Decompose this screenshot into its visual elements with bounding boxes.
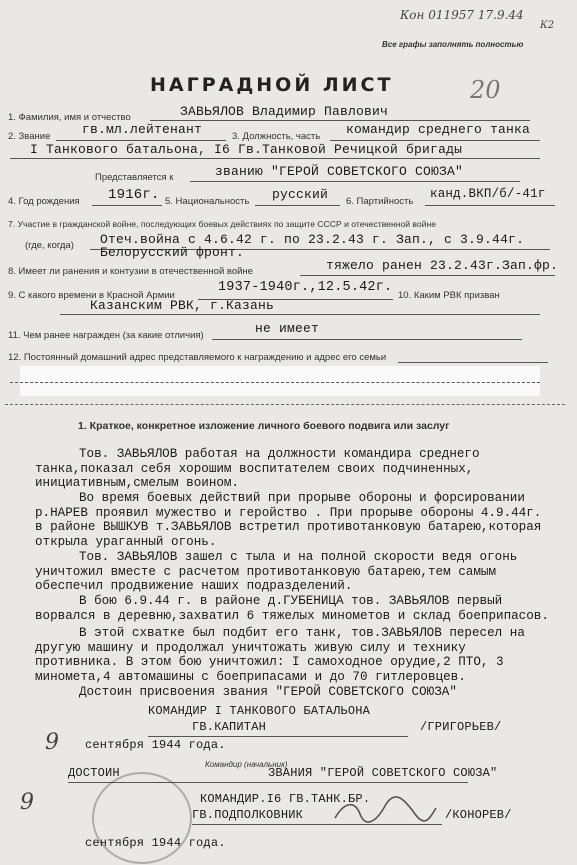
field-5-label: 5. Национальность (165, 196, 250, 207)
field-2-label: 2. Звание (8, 131, 51, 142)
narrative-paragraph-5 (35, 626, 555, 684)
divider (190, 181, 520, 182)
field-7-label-where: (где, когда) (25, 240, 74, 251)
field-6-value: канд.ВКП/б/-41г (430, 187, 546, 201)
signature-3-date: сентября 1944 года. (85, 836, 226, 850)
field-3-value-cont: I Танкового батальона, I6 Гв.Танковой Речицкой бригады (30, 142, 463, 157)
field-8-value: тяжело ранен 23.2.43г.Зап.фр. (326, 258, 559, 273)
divider (5, 404, 565, 405)
field-4-value: 1916г. (108, 187, 160, 203)
divider (330, 140, 540, 141)
narrative-text-5: В этой схватке был подбит его танк, тов.ЗАВЬЯЛОВ пересел на другую машину и продолжал уничтожать живую силу и технику противника. В этом бою уничтожил: I самоходное орудие,2 ПТО, 3 миномета,4 автомашины с боеприпасами и до 70 гитлеровцев. (35, 626, 525, 684)
field-4-label: 4. Год рождения (8, 196, 80, 207)
divider (92, 205, 162, 206)
field-2-value: гв.мл.лейтенант (82, 122, 203, 137)
field-1-label: 1. Фамилия, имя и отчество (8, 112, 131, 123)
divider (10, 382, 540, 383)
field-8-label: 8. Имеет ли ранения и контузии в отечественной войне (8, 266, 253, 277)
field-3-value: командир среднего танка (346, 122, 531, 137)
narrative-text-4: В бою 6.9.44 г. в районе д.ГУБЕНИЦА тов. ЗАВЬЯЛОВ первый ворвался в деревню,захватил 6 тяжелых минометов и склад боеприпасов. (35, 594, 549, 623)
field-6-label: 6. Партийность (346, 196, 414, 207)
narrative-text-1: Тов. ЗАВЬЯЛОВ работая на должности командира среднего танка,показал себя хорошим воспитателем своих подчиненных, инициативным,смелым воином. (35, 447, 480, 491)
field-11-value: не имеет (255, 321, 320, 336)
signature-3-name: /КОНОРЕВ/ (445, 808, 512, 822)
signature-line (148, 736, 408, 737)
narrative-text-2: Во время боевых действий при прорыве обороны и форсировании р.НАРЕВ проявил мужество и геройство . При прорыве обороны 4.9.44г. в районе ВЫШКУВ т.ЗАВЬЯЛОВ встретил противотанковую батарею,которая открыла ураганный огонь. (35, 491, 542, 549)
field-9-value: 1937-1940г.,12.5.42г. (218, 280, 393, 295)
divider (425, 205, 555, 206)
signature-1-title: КОМАНДИР I ТАНКОВОГО БАТАЛЬОНА (148, 704, 371, 718)
section-heading: 1. Краткое, конкретное изложение личного боевого подвига или заслуг (78, 420, 450, 432)
field-7-label: 7. Участие в гражданской войне, последующих боевых действиях по защите СССР и отечественной войне (8, 219, 436, 229)
redacted-address (20, 366, 540, 396)
recommendation-prefix: ДОСТОИН (68, 766, 120, 780)
signature-line (192, 824, 442, 825)
page-title: НАГРАДНОЙ ЛИСТ (150, 74, 394, 96)
narrative-text-6: Достоин присвоения звания "ГЕРОЙ СОВЕТСКОГО СОЮЗА" (79, 685, 457, 699)
signature-1-day: 9 (45, 730, 59, 755)
narrative-paragraph-3 (35, 550, 555, 594)
signature-3-title: КОМАНДИР.I6 ГВ.ТАНК.БР. (200, 792, 371, 806)
divider (255, 205, 340, 206)
narrative-paragraph-4 (35, 594, 555, 623)
field-5-value: русский (272, 187, 329, 202)
recommendation-caption: Командир (начальник) (205, 760, 288, 769)
field-9-label: 9. С какого времени в Красной Армии (8, 290, 175, 301)
divider (398, 362, 548, 363)
recommendation-text: ЗВАНИЯ "ГЕРОЙ СОВЕТСКОГО СОЮЗА" (268, 766, 498, 780)
field-10-label: 10. Каким РВК призван (398, 290, 500, 301)
field-10-value: Казанским РВК, г.Казань (90, 298, 275, 313)
divider (10, 158, 540, 159)
signature-1-name: /ГРИГОРЬЕВ/ (420, 720, 502, 734)
archive-note: Кон 011957 17.9.44 (400, 8, 524, 22)
narrative-text-3: Тов. ЗАВЬЯЛОВ зашел с тыла и на полной скорости ведя огонь уничтожил вместе с расчетом противотанковую батарею,тем самым обеспечил продвижение наших подразделений. (35, 550, 518, 594)
signature-3-day: 9 (20, 790, 34, 815)
divider (60, 314, 540, 315)
handwritten-signature (330, 796, 440, 826)
signature-1-date: сентября 1944 года. (85, 738, 226, 752)
divider (150, 120, 530, 121)
narrative-paragraph-1 (35, 447, 555, 491)
field-1-value: ЗАВЬЯЛОВ Владимир Павлович (180, 104, 389, 119)
field-3-label: 3. Должность, часть (232, 131, 321, 142)
handwritten-number: 20 (470, 76, 501, 104)
divider (300, 275, 555, 276)
signature-3-rank: ГВ.ПОДПОЛКОВНИК (192, 808, 304, 822)
field-7-value-cont: Белорусский фронт. (100, 245, 245, 260)
narrative-paragraph-6 (35, 685, 555, 700)
divider (56, 140, 226, 141)
narrative-paragraph-2 (35, 491, 555, 549)
archive-mark: К2 (540, 20, 555, 31)
presented-value: званию "ГЕРОЙ СОВЕТСКОГО СОЮЗА" (215, 164, 464, 179)
official-stamp (92, 772, 192, 864)
field-12-label: 12. Постоянный домашний адрес представляемого к награждению и адрес его семьи (8, 352, 387, 363)
divider (212, 339, 522, 340)
field-7-value: Отеч.война с 4.6.42 г. по 23.2.43 г. Зап., с 3.9.44г. (100, 232, 525, 247)
presented-label: Представляется к (95, 172, 174, 183)
fill-notice: Все графы заполнять полностью (382, 40, 524, 49)
field-11-label: 11. Чем ранее награжден (за какие отличия) (8, 330, 204, 341)
signature-1-rank: ГВ.КАПИТАН (192, 720, 267, 734)
